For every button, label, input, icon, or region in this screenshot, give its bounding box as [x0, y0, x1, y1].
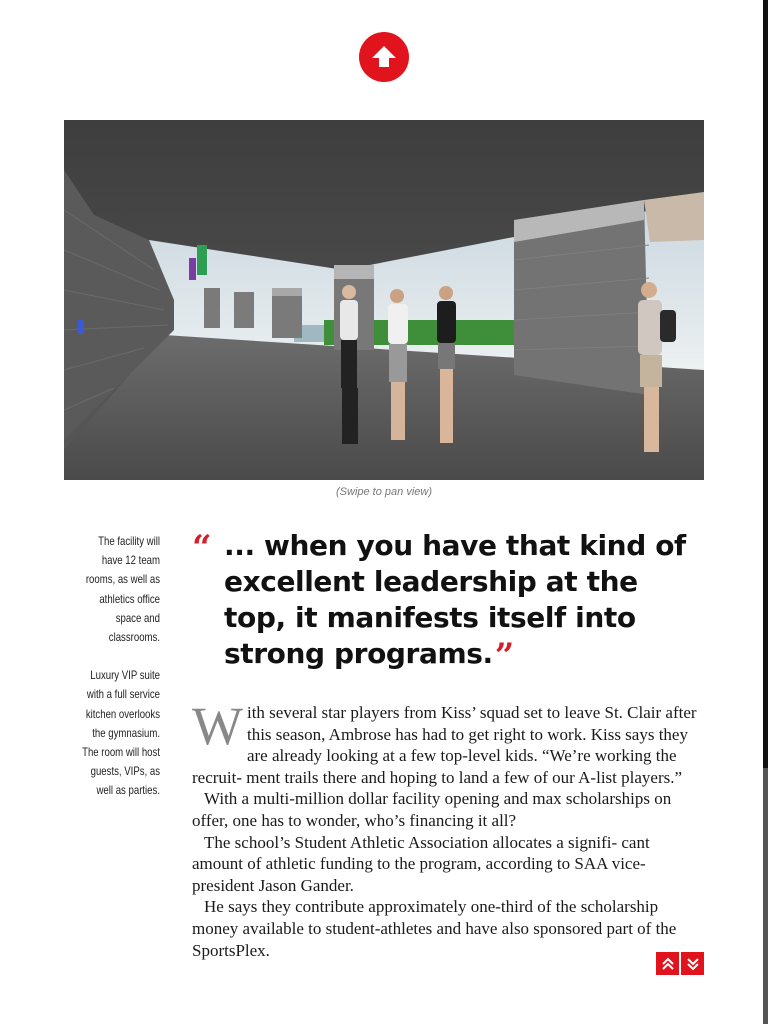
page-nav: [656, 952, 704, 975]
article-body: [192, 696, 704, 960]
article-paragraph: With a multi-million dollar facility opening and max scholarships on offer, one has to wonder, who’s financing it all?: [192, 789, 672, 830]
double-chevron-down-icon: [685, 956, 701, 972]
double-chevron-up-icon: [660, 956, 676, 972]
image-caption: (Swipe to pan view): [336, 486, 432, 498]
close-quote-mark: ”: [494, 636, 514, 676]
article-paragraph: The school’s Student Athletic Association allocates a signifi- cant amount of athletic funding to the program, according to SAA vice-president Jason Gander.: [192, 832, 650, 895]
next-page-button[interactable]: [681, 952, 704, 975]
scrollbar-thumb[interactable]: [763, 768, 768, 1024]
article-paragraph: He says they contribute approximately one-third of the scholarship money available to student-athletes and have also sponsored part of the SportsPlex.: [192, 897, 677, 960]
article-paragraph-text: ith several star players from Kiss’ squad set to leave St. Clair after this season, Ambrose has had to get right to work. Kiss says they are already looking at a few top-level kids. “We’re working the recruit- ment trails there and hoping to land a few of our A-list players.”: [192, 703, 697, 787]
hero-panorama-image[interactable]: [64, 120, 704, 480]
pull-quote-text: ... when you have that kind of excellent leadership at the top, it manifests itself into strong programs.: [224, 529, 686, 670]
drop-cap: W: [192, 696, 243, 756]
pull-quote: [192, 528, 692, 674]
previous-page-button[interactable]: [656, 952, 679, 975]
sidebar-note: Luxury VIP suite with a full service kitchen overlooks the gymnasium. The room will host guests, VIPs, as well as parties.: [82, 668, 160, 798]
hallway-rendering: [64, 120, 704, 480]
open-quote-mark: “: [192, 528, 212, 568]
back-to-top-button[interactable]: [359, 32, 409, 82]
scrollbar[interactable]: [763, 0, 768, 1024]
sidebar-note: The facility will have 12 team rooms, as well as athletics office space and classrooms.: [85, 534, 160, 645]
arrow-up-icon: [369, 42, 399, 72]
article-paragraph: [192, 696, 704, 788]
sidebar-notes: [80, 532, 160, 820]
